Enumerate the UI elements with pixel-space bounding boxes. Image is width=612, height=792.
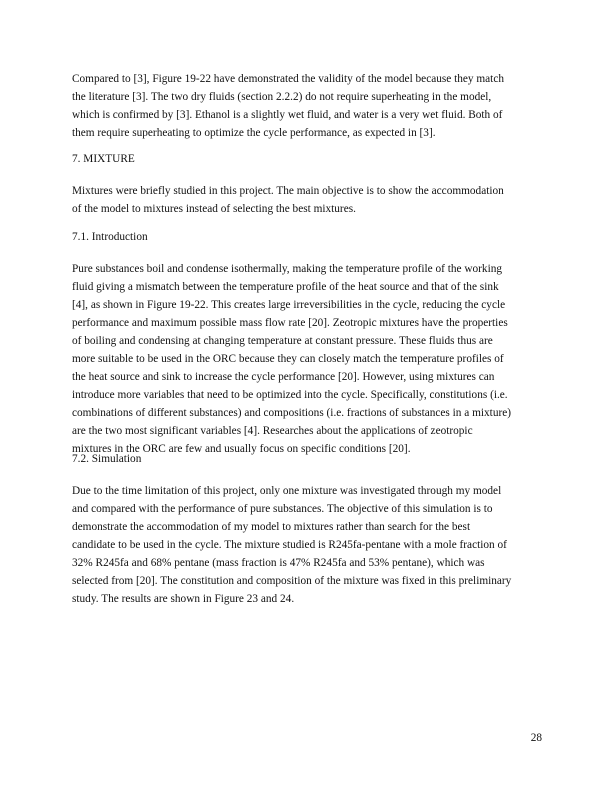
paragraph-line: the heat source and sink to increase the cycle performance [20]. However, using mixtures can <box>72 371 495 383</box>
intro-paragraph <box>72 70 542 142</box>
paragraph-line: introduce more variables that need to be optimized into the cycle. Specifically, constitutions (i.e. <box>72 389 508 401</box>
paragraph-line: performance and maximum possible mass flow rate [20]. Zeotropic mixtures have the properties <box>72 317 508 329</box>
paragraph-line: and compared with the performance of pure substances. The objective of this simulation is to <box>72 503 493 515</box>
paragraph-line: are the two most significant variables [4]. Researches about the applications of zeotropic <box>72 425 473 437</box>
paragraph-line: them require superheating to optimize the cycle performance, as expected in [3]. <box>72 127 436 139</box>
paragraph-line: 32% R245fa and 68% pentane (mass fraction is 47% R245fa and 53% pentane), which was <box>72 557 485 569</box>
paragraph-line: study. The results are shown in Figure 23 and 24. <box>72 593 295 605</box>
paragraph-line: fluid giving a mismatch between the temperature profile of the heat source and that of the sink <box>72 281 499 293</box>
paragraph-line: selected from [20]. The constitution and composition of the mixture was fixed in this preliminary <box>72 575 512 587</box>
section-7-heading: 7. MIXTURE <box>72 153 135 165</box>
paragraph-line: of the model to mixtures instead of selecting the best mixtures. <box>72 203 356 215</box>
section-7-2-heading: 7.2. Simulation <box>72 453 142 465</box>
paragraph-line: demonstrate the accommodation of my model to mixtures rather than search for the best <box>72 521 471 533</box>
section-7-1-paragraph <box>72 260 542 458</box>
section-7-1-heading: 7.1. Introduction <box>72 231 148 243</box>
paragraph-line: of boiling and condensing at changing temperature at constant pressure. These fluids thus are <box>72 335 493 347</box>
paragraph-line: which is confirmed by [3]. Ethanol is a slightly wet fluid, and water is a very wet fluid. Both of <box>72 109 503 121</box>
paragraph-line: more suitable to be used in the ORC because they can closely match the temperature profiles of <box>72 353 504 365</box>
paragraph-line: the literature [3]. The two dry fluids (section 2.2.2) do not require superheating in the model, <box>72 91 492 103</box>
page-number: 28 <box>530 732 542 744</box>
paragraph-line: [4], as shown in Figure 19-22. This creates large irreversibilities in the cycle, reducing the cycle <box>72 299 506 311</box>
paragraph-line: Due to the time limitation of this project, only one mixture was investigated through my model <box>72 485 502 497</box>
paragraph-line: combinations of different substances) and compositions (i.e. fractions of substances in a mixture) <box>72 407 512 419</box>
paragraph-line: Compared to [3], Figure 19-22 have demonstrated the validity of the model because they match <box>72 73 504 85</box>
paragraph-line: candidate to be used in the cycle. The mixture studied is R245fa-pentane with a mole fraction of <box>72 539 507 551</box>
section-7-paragraph <box>72 182 542 218</box>
section-7-2-paragraph <box>72 482 542 608</box>
paragraph-line: mixtures in the ORC are few and usually focus on specific conditions [20]. <box>72 443 411 455</box>
paragraph-line: Pure substances boil and condense isothermally, making the temperature profile of the working <box>72 263 502 275</box>
paragraph-line: Mixtures were briefly studied in this project. The main objective is to show the accommodation <box>72 185 504 197</box>
